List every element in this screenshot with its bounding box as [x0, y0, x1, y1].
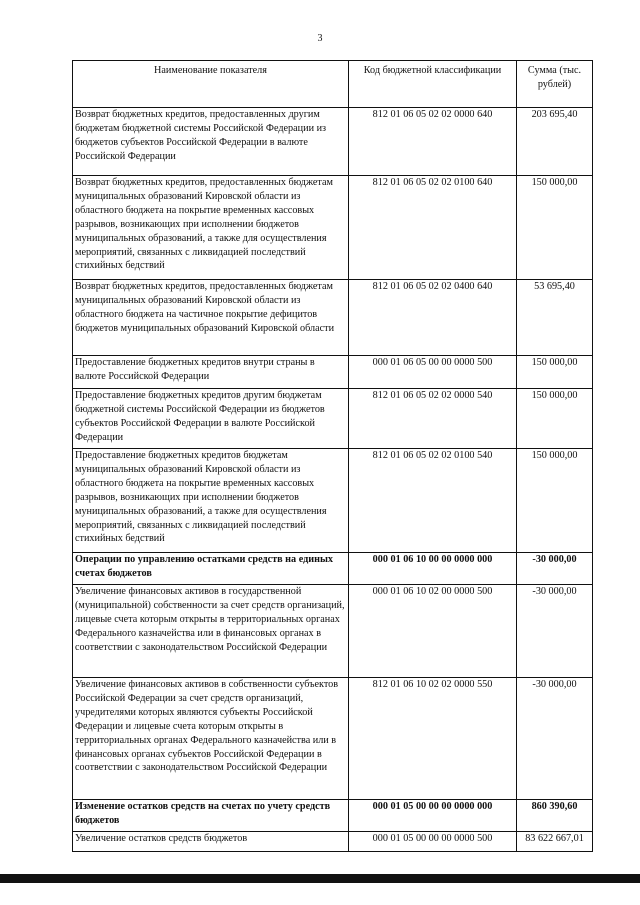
row-indicator-name: Изменение остатков средств на счетах по учету средств бюджетов — [73, 800, 349, 832]
row-sum: 53 695,40 — [517, 280, 593, 356]
scan-bottom-edge — [0, 874, 640, 883]
row-sum: -30 000,00 — [517, 585, 593, 678]
page-number: 3 — [317, 33, 323, 44]
row-indicator-name: Предоставление бюджетных кредитов другим бюджетам бюджетной системы Российской Федерации из бюджетов субъектов Российской Федерации в валюте Российской Федерации — [73, 389, 349, 449]
row-indicator-name: Предоставление бюджетных кредитов внутри страны в валюте Российской Федерации — [73, 356, 349, 389]
row-indicator-name: Возврат бюджетных кредитов, предоставленных бюджетам муниципальных образований Кировской области из областного бюджета на частичное покрытие дефицитов бюджетов муниципальных образований Кировской области — [73, 280, 349, 356]
row-indicator-name: Предоставление бюджетных кредитов бюджетам муниципальных образований Кировской области из областного бюджета на покрытие временных кассовых разрывов, возникающих при исполнении бюджетов муниципальных образований, а также для осуществления мероприятий, связанных с ликвидацией последствий стихийных бедствий — [73, 449, 349, 553]
table-row — [73, 108, 593, 176]
row-classification-code: 000 01 06 10 00 00 0000 000 — [349, 553, 517, 585]
row-sum: 150 000,00 — [517, 356, 593, 389]
row-classification-code: 000 01 06 10 02 00 0000 500 — [349, 585, 517, 678]
budget-sources-table — [72, 60, 593, 852]
table-body — [73, 108, 593, 852]
table-row — [73, 553, 593, 585]
row-classification-code: 812 01 06 05 02 02 0000 640 — [349, 108, 517, 176]
row-sum: 150 000,00 — [517, 389, 593, 449]
table-row — [73, 280, 593, 356]
table-row — [73, 585, 593, 678]
row-sum: -30 000,00 — [517, 553, 593, 585]
header-classification-code: Код бюджетной классификации — [349, 61, 517, 108]
table-row — [73, 176, 593, 280]
row-indicator-name: Увеличение остатков средств бюджетов — [73, 832, 349, 852]
row-classification-code: 812 01 06 05 02 02 0000 540 — [349, 389, 517, 449]
row-sum: 860 390,60 — [517, 800, 593, 832]
table-row — [73, 678, 593, 800]
row-indicator-name: Возврат бюджетных кредитов, предоставленных другим бюджетам бюджетной системы Российской Федерации из бюджетов субъектов Российской Федерации в валюте Российской Федерации — [73, 108, 349, 176]
table-header-row — [73, 61, 593, 108]
table-row — [73, 356, 593, 389]
row-indicator-name: Возврат бюджетных кредитов, предоставленных бюджетам муниципальных образований Кировской области из областного бюджета на покрытие временных кассовых разрывов, возникающих при исполнении бюджетов муниципальных образований, а также для осуществления мероприятий, связанных с ликвидацией последствий стихийных бедствий — [73, 176, 349, 280]
row-indicator-name: Операции по управлению остатками средств на единых счетах бюджетов — [73, 553, 349, 585]
row-sum: 203 695,40 — [517, 108, 593, 176]
table-row — [73, 449, 593, 553]
header-sum: Сумма (тыс. рублей) — [517, 61, 593, 108]
row-classification-code: 812 01 06 05 02 02 0100 540 — [349, 449, 517, 553]
table-row — [73, 800, 593, 832]
row-sum: 150 000,00 — [517, 449, 593, 553]
row-classification-code: 000 01 05 00 00 00 0000 000 — [349, 800, 517, 832]
row-sum: -30 000,00 — [517, 678, 593, 800]
row-classification-code: 000 01 06 05 00 00 0000 500 — [349, 356, 517, 389]
row-classification-code: 812 01 06 10 02 02 0000 550 — [349, 678, 517, 800]
table-row — [73, 832, 593, 852]
row-classification-code: 812 01 06 05 02 02 0100 640 — [349, 176, 517, 280]
row-sum: 150 000,00 — [517, 176, 593, 280]
header-indicator-name: Наименование показателя — [73, 61, 349, 108]
row-classification-code: 812 01 06 05 02 02 0400 640 — [349, 280, 517, 356]
row-classification-code: 000 01 05 00 00 00 0000 500 — [349, 832, 517, 852]
table-row — [73, 389, 593, 449]
row-indicator-name: Увеличение финансовых активов в собственности субъектов Российской Федерации за счет средств организаций, учредителями которых являются субъекты Российской Федерации и лицевые счета которым открыты в территориальных органах Федерального казначейства или в финансовых органах субъектов Российской Федерации в соответствии с законодательством Российской Федерации — [73, 678, 349, 800]
row-indicator-name: Увеличение финансовых активов в государственной (муниципальной) собственности за счет средств организаций, лицевые счета которым открыты в территориальных органах Федерального казначейства или в финансовых органах в соответствии с законодательством Российской Федерации — [73, 585, 349, 678]
row-sum: 83 622 667,01 — [517, 832, 593, 852]
